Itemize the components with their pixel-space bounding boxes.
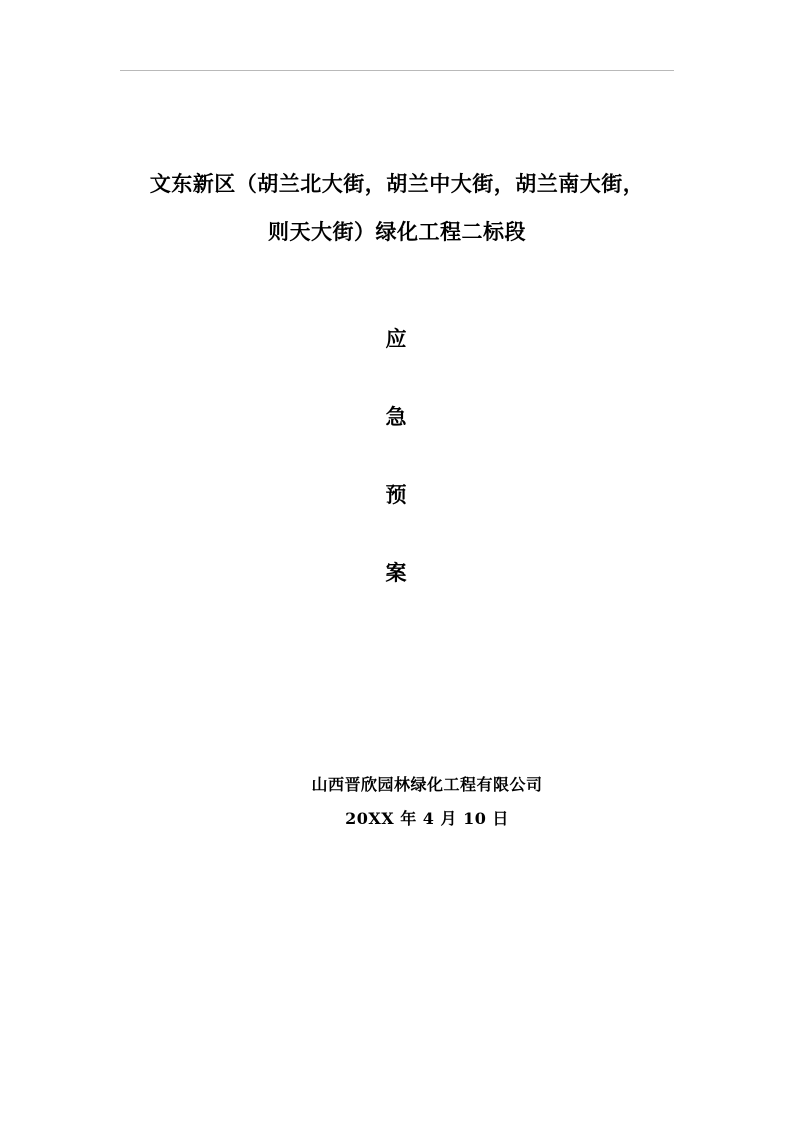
company-name: 山西晋欣园林绿化工程有限公司	[311, 775, 543, 794]
title-spacer	[120, 256, 674, 300]
subject-word-1: 应	[385, 326, 409, 351]
subject-word-2: 急	[385, 404, 409, 429]
page-title-line-1: 文东新区（胡兰北大街，胡兰中大街，胡兰南大街，	[149, 171, 645, 196]
signature-block	[120, 768, 674, 836]
title-block	[120, 160, 674, 612]
subject-word-3: 预	[385, 482, 409, 507]
page-title-line-2: 则天大街）绿化工程二标段	[268, 219, 526, 244]
header-divider	[120, 70, 674, 71]
subject-word-block	[120, 300, 674, 612]
document-date: 20XX 年 4 月 10 日	[345, 809, 509, 828]
subject-word-4: 案	[385, 560, 409, 585]
